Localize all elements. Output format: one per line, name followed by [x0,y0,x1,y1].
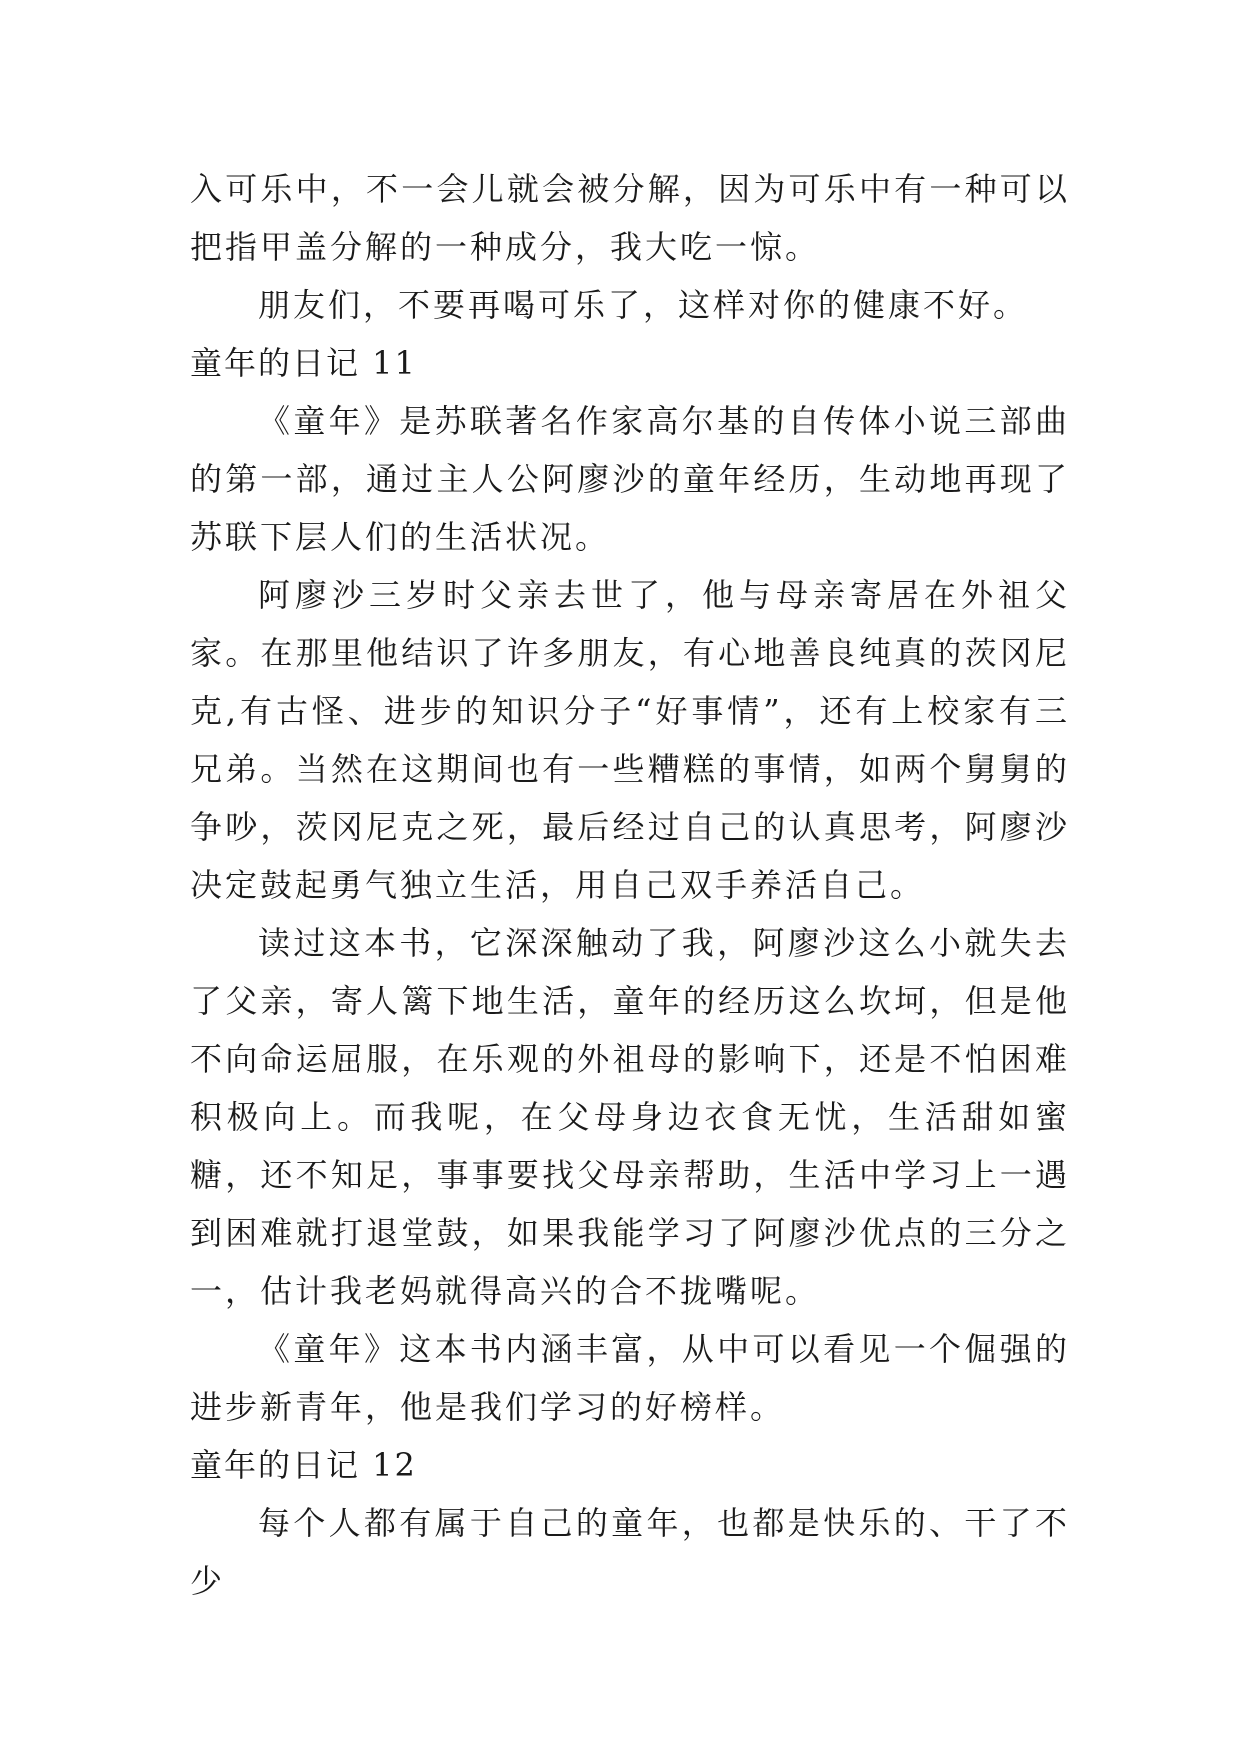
section-heading-12: 童年的日记 12 [190,1446,417,1484]
section-heading-11: 童年的日记 11 [190,344,417,382]
paragraph-cola-advice: 朋友们，不要再喝可乐了，这样对你的健康不好。 [258,286,1029,324]
paragraph-entry-12-start: 每个人都有属于自己的童年，也都是快乐的、干了不少 [190,1504,1070,1600]
paragraph-conclusion: 《童年》这本书内涵丰富，从中可以看见一个倔强的进步新青年，他是我们学习的好榜样。 [190,1330,1070,1426]
document-body [190,160,1070,1610]
paragraph-reflection: 读过这本书，它深深触动了我，阿廖沙这么小就失去了父亲，寄人篱下地生活，童年的经历这么坎坷，但是他不向命运屈服，在乐观的外祖母的影响下，还是不怕困难积极向上。而我呢，在父母身边衣食无忧，生活甜如蜜糖，还不知足，事事要找父母亲帮助，生活中学习上一遇到困难就打退堂鼓，如果我能学习了阿廖沙优点的三分之一，估计我老妈就得高兴的合不拢嘴呢。 [190,924,1070,1310]
paragraph-alyosha-story: 阿廖沙三岁时父亲去世了，他与母亲寄居在外祖父家。在那里他结识了许多朋友，有心地善良纯真的茨冈尼克,有古怪、进步的知识分子“好事情”，还有上校家有三兄弟。当然在这期间也有一些糟糕的事情，如两个舅舅的争吵，茨冈尼克之死，最后经过自己的认真思考，阿廖沙决定鼓起勇气独立生活，用自己双手养活自己。 [190,576,1070,904]
paragraph-childhood-intro: 《童年》是苏联著名作家高尔基的自传体小说三部曲的第一部，通过主人公阿廖沙的童年经历，生动地再现了苏联下层人们的生活状况。 [190,402,1070,556]
paragraph-cola-continued: 入可乐中，不一会儿就会被分解，因为可乐中有一种可以把指甲盖分解的一种成分，我大吃一惊。 [190,170,1070,266]
